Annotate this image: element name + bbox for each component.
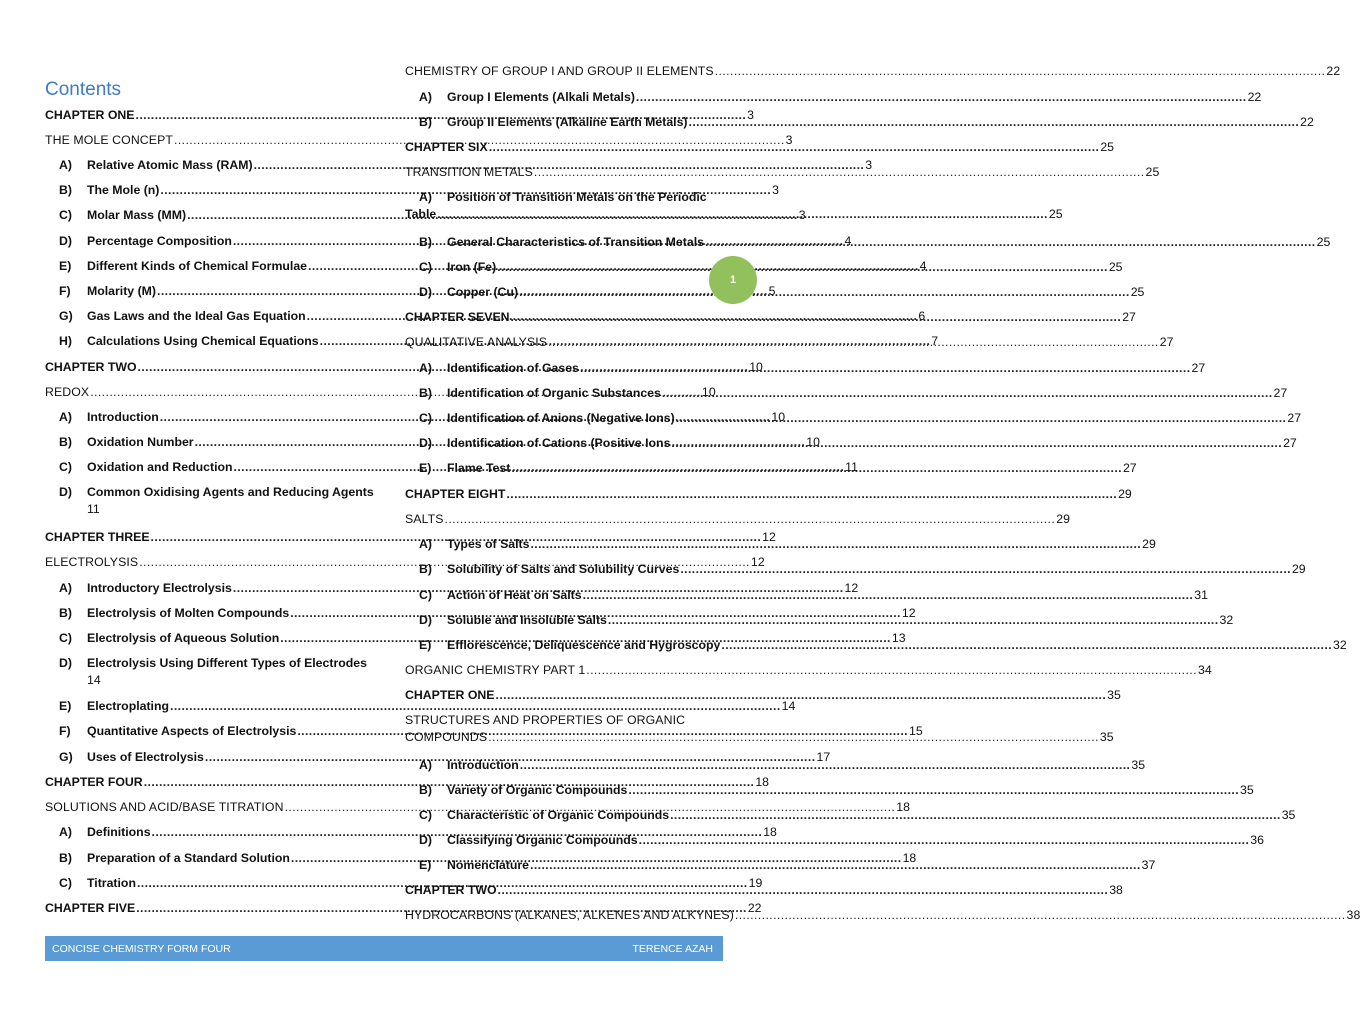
page-number: 35: [1281, 808, 1296, 822]
item-letter: C): [59, 876, 72, 890]
page-number: 27: [1122, 310, 1136, 324]
dot-leader: [608, 612, 1219, 629]
toc-entry[interactable]: [405, 139, 1115, 156]
dot-leader: [511, 460, 1122, 477]
toc-row: [405, 712, 723, 729]
item-letter: D): [59, 234, 72, 248]
chapter-title: CHAPTER FIVE: [45, 901, 136, 915]
item-letter: D): [419, 436, 432, 450]
toc-row: [419, 114, 1314, 131]
item-letter: H): [59, 334, 72, 348]
toc-entry[interactable]: [405, 189, 1063, 223]
dot-leader: [511, 309, 1122, 326]
item-letter: F): [59, 284, 71, 298]
subsection-title: Molarity (M): [87, 284, 156, 298]
dot-leader: [506, 486, 1117, 503]
footer-author: TERENCE AZAH: [632, 942, 713, 955]
subsection-title: General Characteristics of Transition Metals: [447, 235, 704, 249]
subsection-title: Flame Test: [447, 461, 511, 475]
item-letter: D): [419, 285, 432, 299]
item-letter: A): [419, 537, 432, 551]
topic-title: ELECTROLYSIS: [45, 555, 139, 569]
page-number: 10: [806, 435, 820, 449]
subsection-title: Percentage Composition: [87, 234, 232, 248]
toc-entry[interactable]: [405, 511, 1071, 528]
subsection-title: Calculations Using Chemical Equations: [87, 334, 319, 348]
item-letter: E): [419, 858, 432, 872]
dot-leader: [628, 782, 1239, 799]
page-number: 35: [1240, 783, 1254, 797]
page-number: 22: [1300, 115, 1314, 129]
page-number: 29: [1056, 512, 1071, 526]
item-letter: B): [59, 851, 72, 865]
subsection-title: Soluble and Insoluble Salts: [447, 613, 607, 627]
item-letter: B): [59, 183, 72, 197]
toc-entry[interactable]: [45, 698, 796, 715]
page-number: 25: [1108, 260, 1123, 274]
toc-entry[interactable]: [405, 164, 1160, 181]
dot-leader: [670, 807, 1281, 824]
subsection-title: Types of Salts: [447, 537, 530, 551]
subsection-title: Group I Elements (Alkali Metals): [447, 90, 635, 104]
item-letter: E): [419, 638, 432, 652]
item-letter: B): [419, 562, 432, 576]
dot-leader: [520, 757, 1131, 774]
page-number: 10: [771, 410, 786, 424]
page-number: 4: [919, 259, 927, 273]
toc-row: [405, 334, 1174, 351]
chapter-title: CHAPTER EIGHT: [405, 487, 506, 501]
topic-title: CHEMISTRY OF GROUP I AND GROUP II ELEMENTS: [405, 64, 714, 78]
dot-leader: [488, 729, 1099, 746]
page-number: 38: [1109, 883, 1123, 897]
contents-heading: Contents: [45, 79, 122, 100]
page-number: 27: [1122, 461, 1137, 475]
page-number: 32: [1219, 613, 1234, 627]
subsection-title: Common Oxidising Agents and Reducing Agents: [87, 485, 374, 499]
toc-row: [59, 484, 374, 501]
toc-entry[interactable]: [45, 484, 374, 518]
item-letter: E): [59, 699, 72, 713]
item-letter: A): [419, 90, 432, 104]
page-number: 3: [747, 108, 754, 122]
dot-leader: [689, 114, 1300, 131]
dot-leader: [721, 637, 1332, 654]
page-number: 35: [1131, 758, 1146, 772]
toc-entry[interactable]: [405, 385, 1288, 402]
dot-leader: [639, 832, 1250, 849]
page-number: 12: [844, 581, 859, 595]
page-number: 3: [785, 133, 793, 147]
toc-entry[interactable]: [405, 63, 1341, 80]
dot-leader: [437, 206, 1048, 223]
page-number: 3: [798, 208, 806, 222]
page-number: 25: [1130, 285, 1145, 299]
dot-leader: [530, 536, 1141, 553]
dot-leader: [676, 410, 1287, 427]
footer-book-title: CONCISE CHEMISTRY FORM FOUR: [52, 942, 231, 955]
subsection-title: Group II Elements (Alkaline Earth Metals): [447, 115, 688, 129]
toc-row: [419, 189, 723, 206]
page-number: 27: [1273, 386, 1288, 400]
page-number: 19: [748, 876, 763, 890]
toc-entry[interactable]: [405, 234, 1331, 251]
page-number: 37: [1141, 858, 1156, 872]
page-number: 5: [768, 284, 776, 298]
toc-row: [405, 486, 1132, 503]
subsection-title: Electrolysis of Aqueous Solution: [87, 631, 280, 645]
page-number: 3: [772, 183, 779, 197]
dot-leader: [496, 687, 1107, 704]
item-letter: B): [59, 606, 72, 620]
subsection-title: Introduction: [447, 758, 519, 772]
toc-row: [419, 89, 1262, 106]
subsection-title: Identification of Anions (Negative Ions): [447, 411, 675, 425]
page-number: 22: [747, 901, 762, 915]
page-number-badge: 1: [709, 256, 757, 304]
page-number: 25: [1145, 165, 1160, 179]
page-number: 27: [1191, 361, 1206, 375]
subsection-title: Molar Mass (MM): [87, 208, 187, 222]
item-letter: C): [59, 460, 72, 474]
toc-row: [405, 164, 1160, 181]
item-letter: C): [59, 208, 72, 222]
page-number: 35: [1099, 730, 1114, 744]
dot-leader: [636, 89, 1247, 106]
subsection-title: Classifying Organic Compounds: [447, 833, 638, 847]
subsection-title: Electroplating: [87, 699, 169, 713]
subsection-title: Introduction: [87, 410, 159, 424]
dot-leader: [498, 882, 1109, 899]
subsection-title: Electrolysis Using Different Types of Electrodes: [87, 656, 367, 670]
subsection-title: Identification of Cations (Positive Ions: [447, 436, 671, 450]
topic-title: STRUCTURES AND PROPERTIES OF ORGANIC: [405, 713, 686, 727]
toc-row: [419, 234, 1331, 251]
dot-leader: [662, 385, 1273, 402]
subsection-title: Preparation of a Standard Solution: [87, 851, 290, 865]
toc-entry[interactable]: [405, 259, 1123, 276]
toc-row: [405, 687, 1121, 704]
item-letter: E): [59, 259, 72, 273]
page-number: 18: [763, 825, 777, 839]
topic-title: REDOX: [45, 385, 90, 399]
item-letter: A): [59, 410, 72, 424]
subsection-title: Definitions: [87, 825, 151, 839]
page-number: 13: [891, 631, 906, 645]
subsection-title: Different Kinds of Chemical Formulae: [87, 259, 308, 273]
item-letter: C): [59, 631, 72, 645]
subsection-title: Copper (Cu): [447, 285, 519, 299]
item-letter: G): [59, 309, 73, 323]
dot-leader: [586, 662, 1197, 679]
page-number: 18: [755, 775, 770, 789]
page-number: 18: [902, 851, 917, 865]
toc-row: [419, 385, 1288, 402]
toc-row: [59, 501, 363, 518]
page-number: 10: [749, 360, 763, 374]
subsection-title: Introductory Electrolysis: [87, 581, 232, 595]
toc-row: [419, 259, 1123, 276]
page-number: 27: [1287, 411, 1302, 425]
toc-row: [405, 662, 1212, 679]
page-number: 38: [1346, 908, 1360, 922]
subsection-title: Identification of Organic Substances: [447, 386, 661, 400]
footer-bar: [45, 936, 723, 961]
page-number: 27: [1159, 335, 1174, 349]
toc-entry[interactable]: [405, 114, 1314, 131]
toc-row: [405, 206, 1063, 223]
topic-title: QUALITATIVE ANALYSIS: [405, 335, 548, 349]
item-letter: D): [419, 613, 432, 627]
dot-leader: [735, 907, 1346, 924]
topic-title: ORGANIC CHEMISTRY PART 1: [405, 663, 586, 677]
page-number: 12: [901, 606, 916, 620]
dot-leader: [680, 561, 1291, 578]
page-number: 4: [844, 234, 852, 248]
dot-leader: [583, 587, 1194, 604]
subsection-title: Characteristic of Organic Compounds: [447, 808, 670, 822]
item-letter: D): [419, 833, 432, 847]
item-letter: B): [419, 115, 432, 129]
page-number: 22: [1247, 90, 1262, 104]
subsection-title: Solubility of Salts and Solubility Curves: [447, 562, 680, 576]
subsection-title: Oxidation and Reduction: [87, 460, 233, 474]
page-number: 14: [781, 699, 796, 713]
subsection-title: Uses of Electrolysis: [87, 750, 204, 764]
dot-leader: [497, 259, 1108, 276]
item-letter: D): [59, 485, 72, 499]
item-letter: A): [419, 361, 432, 375]
toc-entry[interactable]: [405, 486, 1132, 503]
subsection-title: Quantitative Aspects of Electrolysis: [87, 724, 297, 738]
page-number: 10: [701, 385, 716, 399]
subsection-title: Identification of Gases: [447, 361, 579, 375]
subsection-title-cont: Table: [405, 207, 437, 221]
topic-title: SALTS: [405, 512, 444, 526]
dot-leader: [715, 63, 1326, 80]
page-number: 31: [1194, 588, 1208, 602]
item-letter: A): [419, 758, 432, 772]
dot-leader: [671, 435, 1282, 452]
page-number: 32: [1333, 638, 1347, 652]
item-letter: C): [419, 808, 432, 822]
topic-title: TRANSITION METALS: [405, 165, 533, 179]
page-number: 36: [1250, 833, 1264, 847]
item-letter: B): [419, 235, 432, 249]
subsection-title: Oxidation Number: [87, 435, 194, 449]
toc-row: [59, 672, 363, 689]
page-number: 35: [1107, 688, 1121, 702]
page-number: 12: [762, 530, 776, 544]
toc-entry[interactable]: [405, 309, 1136, 326]
page-number: 25: [1316, 235, 1331, 249]
page-number: 29: [1291, 562, 1306, 576]
page-number: 7: [931, 334, 939, 348]
chapter-title: CHAPTER TWO: [45, 360, 137, 374]
subsection-title: Nomenclature: [447, 858, 530, 872]
item-letter: C): [419, 411, 432, 425]
topic-title-cont: COMPOUNDS: [405, 730, 488, 744]
toc-row: [405, 309, 1136, 326]
toc-row: [405, 511, 1071, 528]
toc-row: [405, 63, 1341, 80]
subsection-title: Electrolysis of Molten Compounds: [87, 606, 290, 620]
item-letter: C): [419, 260, 432, 274]
item-letter: D): [59, 656, 72, 670]
chapter-title: CHAPTER TWO: [405, 883, 497, 897]
toc-row: [405, 139, 1115, 156]
subsection-title: Efflorescence, Deliquescence and Hygroscopy: [447, 638, 721, 652]
item-letter: A): [59, 158, 72, 172]
item-letter: B): [419, 386, 432, 400]
item-letter: E): [419, 461, 432, 475]
toc-entry[interactable]: [405, 334, 1174, 351]
chapter-title: CHAPTER SIX: [405, 140, 488, 154]
dot-leader: [445, 511, 1056, 528]
page-number: 11: [87, 502, 100, 516]
toc-row: [419, 284, 1145, 301]
chapter-title: CHAPTER ONE: [405, 688, 495, 702]
subsection-title: Gas Laws and the Ideal Gas Equation: [87, 309, 306, 323]
item-letter: A): [59, 581, 72, 595]
page-number: 17: [816, 750, 831, 764]
page-number: 29: [1118, 487, 1132, 501]
dot-leader: [519, 284, 1130, 301]
page-number: 6: [918, 309, 926, 323]
item-letter: B): [419, 783, 432, 797]
toc-entry[interactable]: [405, 284, 1145, 301]
subsection-title: The Mole (n): [87, 183, 160, 197]
chapter-title: CHAPTER FOUR: [45, 775, 143, 789]
toc-entry[interactable]: [45, 655, 367, 689]
item-letter: F): [59, 724, 71, 738]
subsection-title: Position of Transition Metals on the Periodic: [447, 190, 707, 204]
subsection-title: Action of Heat on Salts: [447, 588, 582, 602]
dot-leader: [548, 334, 1159, 351]
subsection-title: Relative Atomic Mass (RAM): [87, 158, 253, 172]
item-letter: A): [59, 825, 72, 839]
page-number: 25: [1048, 207, 1063, 221]
dot-leader: [530, 857, 1141, 874]
item-letter: B): [59, 435, 72, 449]
page-number: 18: [896, 800, 911, 814]
topic-title: SOLUTIONS AND ACID/BASE TITRATION: [45, 800, 284, 814]
toc-entry[interactable]: [405, 687, 1121, 704]
page-number: 27: [1283, 436, 1297, 450]
page-number: 14: [87, 673, 101, 687]
dot-leader: [580, 360, 1191, 377]
page-number: 12: [750, 555, 765, 569]
subsection-title: Titration: [87, 876, 136, 890]
page-number: 22: [1326, 64, 1341, 78]
item-letter: C): [419, 588, 432, 602]
page-number: 11: [845, 460, 858, 474]
topic-title: THE MOLE CONCEPT: [45, 133, 173, 147]
topic-title: HYDROCARBONS (ALKANES, ALKENES AND ALKYNES): [405, 908, 734, 922]
subsection-title: Variety of Organic Compounds: [447, 783, 628, 797]
chapter-title: CHAPTER THREE: [45, 530, 150, 544]
page-number: 34: [1197, 663, 1212, 677]
toc-row: [59, 655, 367, 672]
toc-entry[interactable]: [405, 89, 1262, 106]
toc-row: [59, 698, 796, 715]
item-letter: A): [419, 190, 432, 204]
dot-leader: [489, 139, 1100, 156]
chapter-title: CHAPTER SEVEN: [405, 310, 510, 324]
chapter-title: CHAPTER ONE: [45, 108, 135, 122]
toc-entry[interactable]: [405, 662, 1212, 679]
item-letter: G): [59, 750, 73, 764]
page-number: 29: [1142, 537, 1156, 551]
subsection-title: Iron (Fe): [447, 260, 497, 274]
page-number: 15: [908, 724, 923, 738]
dot-leader: [534, 164, 1145, 181]
page-number: 3: [865, 158, 873, 172]
dot-leader: [705, 234, 1316, 251]
page-number: 25: [1100, 140, 1115, 154]
